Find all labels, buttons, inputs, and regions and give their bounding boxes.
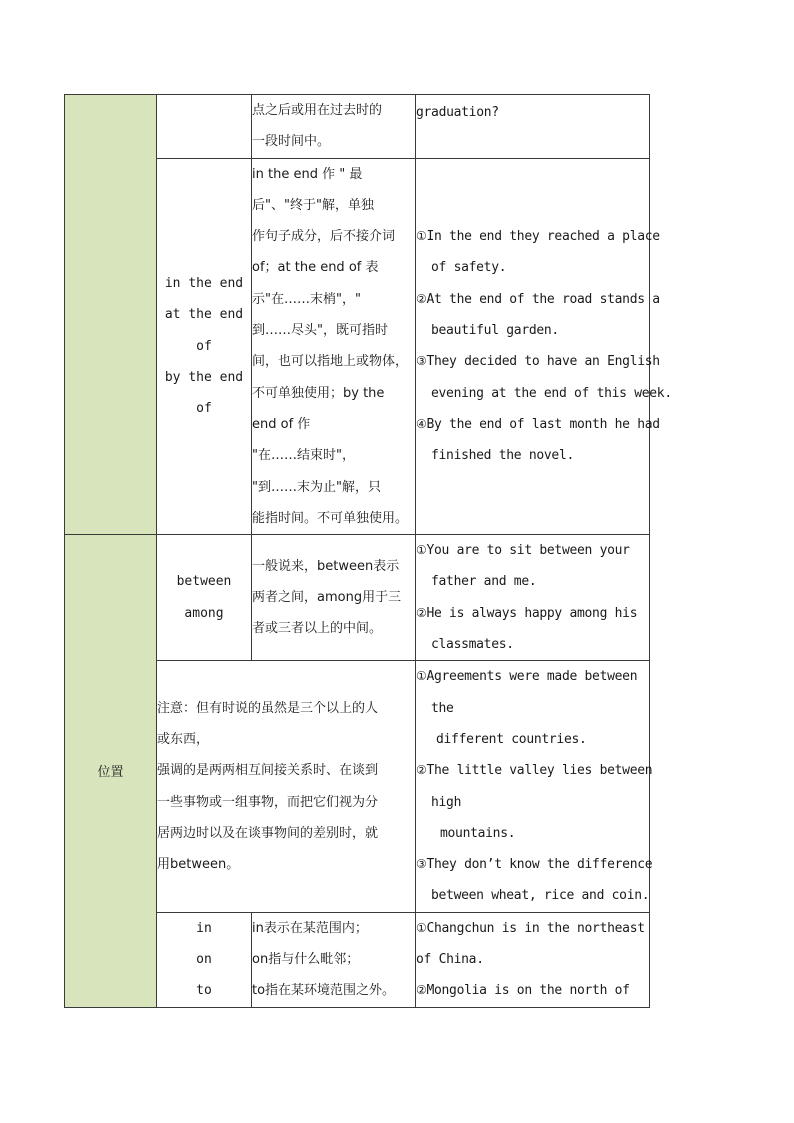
example-text: At the end of the road stands a bbox=[426, 291, 660, 307]
example-line bbox=[416, 346, 660, 377]
category-cell-empty bbox=[65, 95, 157, 535]
example-line: mountains. bbox=[440, 825, 516, 841]
number-marker: ② bbox=[416, 291, 427, 306]
term-line: in bbox=[196, 920, 212, 936]
example-line: father and me. bbox=[431, 574, 537, 590]
example-line: beautiful garden. bbox=[431, 323, 559, 339]
example-line: high bbox=[431, 794, 462, 810]
explanation-line: "到……末为止"解，只 bbox=[252, 479, 381, 495]
term-line: of bbox=[196, 401, 212, 417]
term-line: among bbox=[184, 605, 224, 621]
explanation-line: 作句子成分，后不接介词 bbox=[252, 229, 396, 245]
term-line: in the end bbox=[164, 276, 244, 292]
explanation-line: 间，也可以指地上或物体， bbox=[252, 354, 409, 370]
number-marker: ① bbox=[416, 920, 427, 935]
explanation-line: 到……尽头"，既可指时 bbox=[252, 323, 388, 339]
example-text: They don’t know the difference bbox=[426, 857, 653, 873]
term-line: by the end bbox=[164, 370, 244, 386]
example-text: The little valley lies between bbox=[426, 763, 653, 779]
number-marker: ② bbox=[416, 763, 427, 778]
explanation-line: 后"、"终于"解，单独 bbox=[252, 197, 374, 213]
example-line: classmates. bbox=[431, 637, 514, 653]
explanation-cell bbox=[252, 95, 416, 159]
explanation-line: in the end 作 " 最 bbox=[252, 166, 363, 182]
term-line: on bbox=[196, 952, 212, 968]
example-line bbox=[416, 849, 653, 880]
example-line bbox=[416, 409, 660, 440]
number-marker: ② bbox=[416, 605, 427, 620]
explanation-line: 点之后或用在过去时的 bbox=[252, 103, 383, 118]
example-line: different countries. bbox=[436, 731, 587, 747]
example-line bbox=[416, 913, 649, 944]
explanation-line: 者或三者以上的中间。 bbox=[252, 621, 383, 637]
example-cell bbox=[416, 158, 672, 535]
explanation-line: of；at the end of 表 bbox=[252, 260, 379, 276]
explanation-line: to指在某环境范围之外。 bbox=[252, 983, 396, 999]
explanation-line: 两者之间，among用于三 bbox=[252, 590, 402, 606]
example-text: You are to sit between your bbox=[426, 543, 630, 559]
term-cell bbox=[157, 158, 252, 535]
term-line: at the end bbox=[164, 307, 244, 323]
example-line bbox=[416, 221, 660, 252]
term-line: between bbox=[176, 574, 232, 590]
number-marker: ② bbox=[416, 983, 427, 998]
example-line bbox=[416, 755, 653, 786]
table-row bbox=[65, 95, 650, 159]
category-cell: 位置 bbox=[65, 535, 157, 1007]
example-cell bbox=[416, 95, 650, 159]
grammar-table bbox=[64, 94, 672, 1008]
explanation-line: 示"在……末梢"，" bbox=[252, 291, 361, 307]
explanation-line: end of 作 bbox=[252, 416, 311, 432]
example-line bbox=[416, 284, 660, 315]
example-line: of China. bbox=[416, 952, 484, 968]
note-line: 用between。 bbox=[157, 857, 240, 873]
term-cell bbox=[157, 912, 252, 1007]
example-line: of safety. bbox=[431, 260, 507, 276]
term-cell-empty bbox=[157, 95, 252, 159]
explanation-line: 不可单独使用；by the bbox=[252, 385, 385, 401]
number-marker: ① bbox=[416, 229, 427, 244]
term-line: of bbox=[196, 338, 212, 354]
table-row bbox=[65, 535, 650, 661]
note-line: 强调的是两两相互间接关系时、在谈到 bbox=[157, 763, 379, 779]
example-line bbox=[416, 535, 649, 566]
explanation-line: 一般说来，between表示 bbox=[252, 558, 400, 574]
example-line: between wheat, rice and coin. bbox=[431, 888, 650, 904]
explanation-line: on指与什么毗邻； bbox=[252, 952, 360, 968]
note-line: 一些事物或一组事物，而把它们视为分 bbox=[157, 794, 379, 810]
number-marker: ④ bbox=[416, 416, 427, 431]
example-text: They decided to have an English bbox=[426, 354, 660, 370]
explanation-line: "在……结束时"， bbox=[252, 448, 355, 464]
example-text: Mongolia is on the north of bbox=[426, 983, 630, 999]
number-marker: ① bbox=[416, 543, 427, 558]
example-line bbox=[416, 975, 649, 1006]
example-line: graduation? bbox=[416, 105, 499, 120]
explanation-cell bbox=[252, 158, 416, 535]
note-line: 注意：但有时说的虽然是三个以上的人 bbox=[157, 700, 379, 716]
example-line bbox=[416, 598, 649, 629]
number-marker: ③ bbox=[416, 857, 427, 872]
example-line: evening at the end of this week. bbox=[431, 385, 672, 401]
term-line: to bbox=[196, 983, 212, 999]
number-marker: ① bbox=[416, 669, 427, 684]
example-cell bbox=[416, 535, 650, 661]
explanation-line: 一段时间中。 bbox=[252, 134, 331, 150]
explanation-line: 能指时间。不可单独使用。 bbox=[252, 510, 409, 526]
explanation-cell bbox=[252, 912, 416, 1007]
note-line: 居两边时以及在谈事物间的差别时，就 bbox=[157, 825, 379, 841]
example-cell bbox=[416, 912, 650, 1007]
term-cell bbox=[157, 535, 252, 661]
example-text: By the end of last month he had bbox=[426, 416, 660, 432]
example-text: In the end they reached a place bbox=[426, 229, 660, 245]
example-line bbox=[416, 661, 649, 692]
note-line: 或东西， bbox=[157, 731, 210, 747]
explanation-line: in表示在某范围内； bbox=[252, 920, 368, 936]
example-line: the bbox=[431, 700, 454, 716]
explanation-cell bbox=[252, 535, 416, 661]
example-cell bbox=[416, 661, 653, 912]
example-text: Agreements were made between bbox=[426, 669, 638, 685]
note-cell bbox=[157, 661, 416, 912]
number-marker: ③ bbox=[416, 354, 427, 369]
example-line: finished the novel. bbox=[431, 448, 575, 464]
example-text: Changchun is in the northeast bbox=[426, 920, 645, 936]
example-text: He is always happy among his bbox=[426, 605, 638, 621]
